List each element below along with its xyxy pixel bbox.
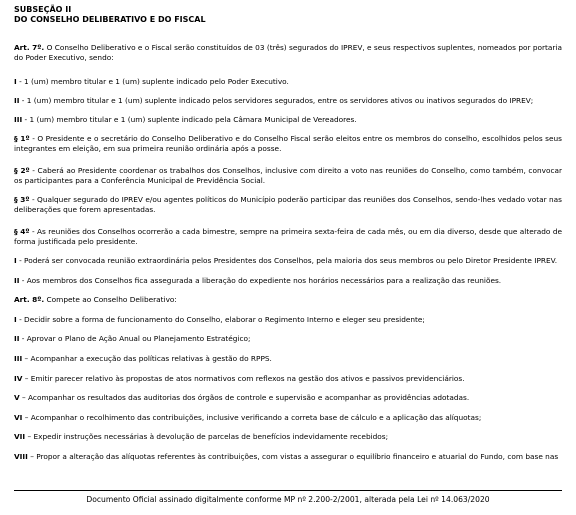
paragraph-lead: IV xyxy=(14,374,23,383)
paragraph-text: - O Presidente e o secretário do Conselho Deliberativo e do Conselho Fiscal serão eleitos entre os membros do conselho, escolhidos pelos seus integrantes em eleição, em sua primeira reunião ordinária após a posse. xyxy=(14,134,563,153)
paragraph-lead: II xyxy=(14,334,20,343)
paragraph-4 xyxy=(14,227,562,247)
item-ii xyxy=(14,96,562,106)
paragraph-text: - 1 (um) membro titular e 1 (um) suplente indicado pelos servidores segurados, entre os servidores ativos ou inativos segurados do IPREV; xyxy=(19,96,534,105)
paragraph-2 xyxy=(14,166,562,186)
paragraph-lead: VII xyxy=(14,432,26,441)
paragraph-text: - Qualquer segurado do IPREV e/ou agentes políticos do Município poderão participar das reuniões dos Conselhos, sendo-lhes vedado votar nas deliberações que forem apresentadas. xyxy=(14,195,562,214)
item-vii-instructions xyxy=(14,432,562,442)
paragraph-lead: III xyxy=(14,354,23,363)
paragraph-text: - Decidir sobre a forma de funcionamento do Conselho, elaborar o Regimento Interno e eleger seu presidente; xyxy=(16,315,425,324)
item-ii-approve xyxy=(14,334,562,344)
paragraph-lead: II xyxy=(14,276,20,285)
paragraph-text: – Expedir instruções necessárias à devolução de parcelas de benefícios indevidamente recebidos; xyxy=(25,432,389,441)
paragraph-text: – Acompanhar os resultados das auditorias dos órgãos de controle e supervisão e acompanhar as providências adotadas. xyxy=(19,393,470,402)
item-i-decide xyxy=(14,315,562,325)
item-i-extraordinary xyxy=(14,256,562,266)
paragraph-1 xyxy=(14,134,562,154)
paragraph-lead: I xyxy=(14,315,17,324)
footer-divider xyxy=(14,490,562,491)
paragraph-text: - Poderá ser convocada reunião extraordinária pelos Presidentes dos Conselhos, pela maioria dos seus membros ou pelo Diretor Presidente IPREV. xyxy=(16,256,558,265)
item-iv-opinion xyxy=(14,374,562,384)
paragraph-lead: I xyxy=(14,77,17,86)
paragraph-3 xyxy=(14,195,562,215)
paragraph-text: - Caberá ao Presidente coordenar os trabalhos dos Conselhos, inclusive com direito a voto nas reuniões do Conselho, como também, convocar os participantes para a Conferência Municipal de Previdência Social. xyxy=(14,166,562,185)
item-iii xyxy=(14,115,562,125)
paragraph-lead: § 2º xyxy=(14,166,30,175)
item-v-audits xyxy=(14,393,562,403)
paragraph-lead: Art. 8º. xyxy=(14,295,45,304)
paragraph-text: – Acompanhar a execução das políticas relativas à gestão do RPPS. xyxy=(22,354,272,363)
item-iii-monitor xyxy=(14,354,562,364)
paragraph-lead: III xyxy=(14,115,23,124)
paragraph-lead: § 4º xyxy=(14,227,30,236)
paragraph-lead: VI xyxy=(14,413,23,422)
section-title: DO CONSELHO DELIBERATIVO E DO FISCAL xyxy=(14,15,206,24)
paragraph-text: – Emitir parecer relativo às propostas de atos normativos com reflexos na gestão dos ativos e passivos previdenciários. xyxy=(22,374,465,383)
paragraph-text: – Acompanhar o recolhimento das contribuições, inclusive verificando a correta base de cálculo e a aplicação das alíquotas; xyxy=(22,413,482,422)
item-ii-release xyxy=(14,276,562,286)
paragraph-text: Compete ao Conselho Deliberativo: xyxy=(44,295,177,304)
article-8 xyxy=(14,295,562,305)
paragraph-lead: VIII xyxy=(14,452,28,461)
paragraph-text: O Conselho Deliberativo e o Fiscal serão constituídos de 03 (três) segurados do IPREV, e seus respectivos suplentes, nomeados por portaria do Poder Executivo, sendo: xyxy=(14,43,562,62)
section-label: SUBSEÇÃO II xyxy=(14,5,72,14)
paragraph-lead: Art. 7º. xyxy=(14,43,45,52)
paragraph-text: - Aos membros dos Conselhos fica assegurada a liberação do expediente nos horários necessários para a realização das reuniões. xyxy=(19,276,502,285)
paragraph-text: - 1 (um) membro titular e 1 (um) suplente indicado pela Câmara Municipal de Vereadores. xyxy=(22,115,357,124)
footer-signature-note: Documento Oficial assinado digitalmente conforme MP nº 2.200-2/2001, alterada pela Lei nº 14.063/2020 xyxy=(86,495,490,504)
paragraph-lead: § 3º xyxy=(14,195,30,204)
paragraph-lead: I xyxy=(14,256,17,265)
paragraph-text: - As reuniões dos Conselhos ocorrerão a cada bimestre, sempre na primeira sexta-feira de cada mês, ou em dia diverso, desde que alterado de forma justificada pelo presidente. xyxy=(14,227,563,246)
paragraph-text: – Propor a alteração das alíquotas referentes às contribuições, com vistas a assegurar o equilíbrio financeiro e atuarial do Fundo, com base nas xyxy=(27,452,559,461)
article-7 xyxy=(14,43,562,63)
paragraph-lead: V xyxy=(14,393,20,402)
item-viii-rates xyxy=(14,452,562,462)
paragraph-lead: II xyxy=(14,96,20,105)
item-i xyxy=(14,77,562,87)
paragraph-lead: § 1º xyxy=(14,134,30,143)
paragraph-text: - 1 (um) membro titular e 1 (um) suplente indicado pelo Poder Executivo. xyxy=(16,77,289,86)
paragraph-text: - Aprovar o Plano de Ação Anual ou Planejamento Estratégico; xyxy=(19,334,251,343)
item-vi-contributions xyxy=(14,413,562,423)
